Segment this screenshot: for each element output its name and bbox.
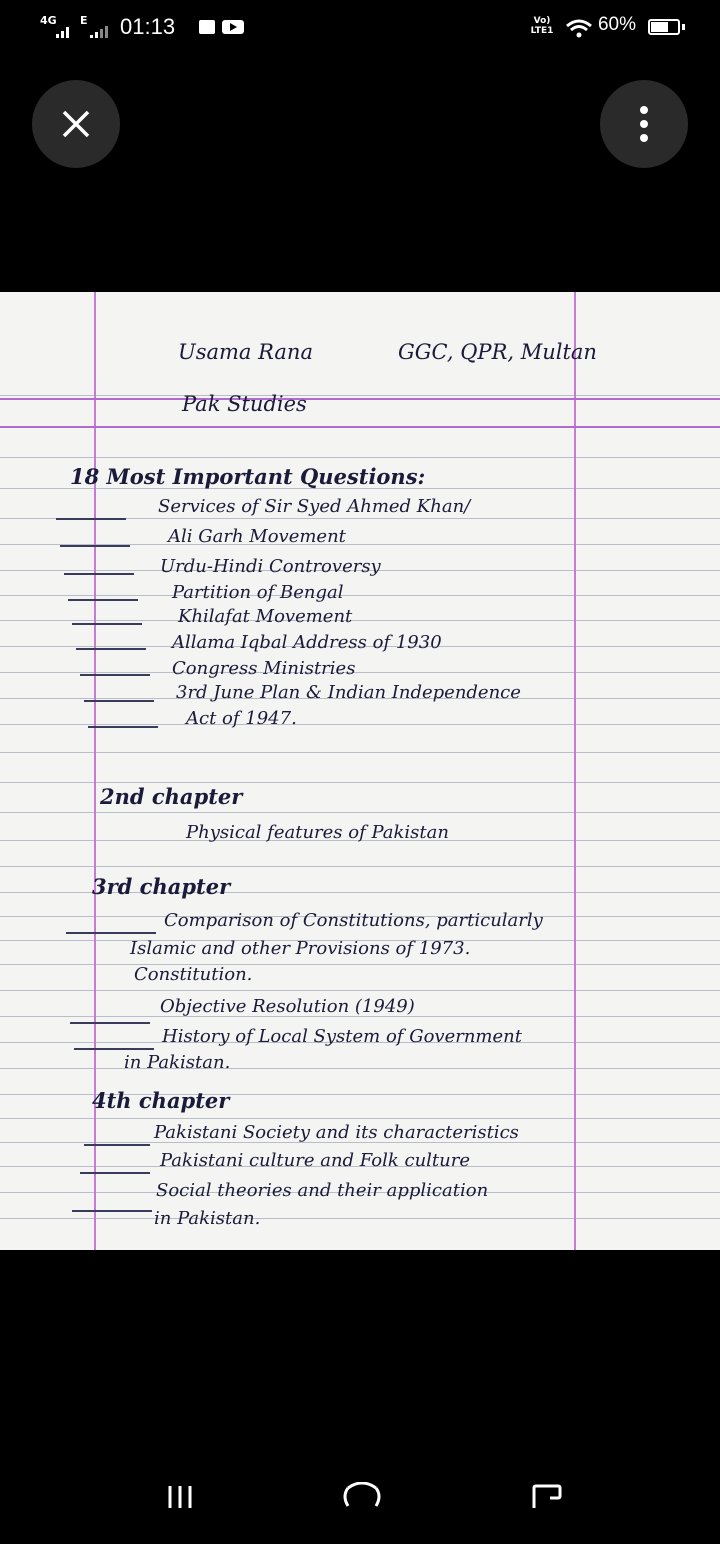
subject-title: Pak Studies <box>182 392 307 416</box>
question-item: Khilafat Movement <box>178 606 353 627</box>
question-item: Social theories and their application <box>156 1180 489 1201</box>
chapter-2-heading: 2nd chapter <box>100 784 243 809</box>
question-item: Pakistani Society and its characteristics <box>154 1122 519 1143</box>
question-item: Comparison of Constitutions, particularly <box>164 910 543 931</box>
battery-icon <box>648 19 680 35</box>
chapter-4-heading: 4th chapter <box>92 1088 230 1113</box>
college-name: GGC, QPR, Multan <box>398 340 597 364</box>
youtube-notification-icon <box>222 20 244 34</box>
recent-apps-button[interactable] <box>122 1444 242 1544</box>
question-item: 3rd June Plan & Indian Independence <box>176 682 521 703</box>
question-item: Constitution. <box>134 964 253 985</box>
signal-strength-icon-2 <box>90 26 112 38</box>
clock: 01:13 <box>120 14 176 39</box>
question-item: in Pakistan. <box>154 1208 261 1229</box>
signal-strength-icon <box>56 26 72 38</box>
question-item: Congress Ministries <box>172 658 356 679</box>
chapter-3-heading: 3rd chapter <box>92 874 231 899</box>
question-item: Objective Resolution (1949) <box>160 996 415 1017</box>
questions-heading: 18 Most Important Questions: <box>70 464 426 489</box>
question-item: Physical features of Pakistan <box>186 822 449 843</box>
question-item: Pakistani culture and Folk culture <box>160 1150 471 1171</box>
more-options-icon <box>640 106 648 114</box>
more-options-button[interactable] <box>600 80 688 168</box>
more-dot <box>640 120 648 128</box>
question-item: in Pakistan. <box>124 1052 231 1073</box>
question-item: Urdu-Hindi Controversy <box>160 556 381 577</box>
question-item: History of Local System of Government <box>162 1026 522 1047</box>
battery-percent: 60% <box>597 14 636 35</box>
home-icon <box>340 1482 384 1512</box>
network-4g-label: 4G <box>40 14 57 27</box>
recent-apps-icon <box>166 1484 194 1510</box>
back-button[interactable] <box>490 1444 610 1544</box>
close-icon <box>61 109 91 139</box>
close-button[interactable] <box>32 80 120 168</box>
battery-nub <box>682 24 685 30</box>
question-item: Islamic and other Provisions of 1973. <box>130 938 471 959</box>
network-e-label: E <box>80 14 88 27</box>
question-item: Act of 1947. <box>186 708 297 729</box>
navigation-bar <box>0 1444 720 1544</box>
back-icon <box>530 1482 564 1512</box>
home-button[interactable] <box>300 1444 420 1544</box>
wifi-icon <box>566 18 592 38</box>
volte-label: Vo) LTE1 <box>530 16 554 36</box>
more-dot <box>640 134 648 142</box>
question-item: Ali Garh Movement <box>168 526 346 547</box>
question-item: Allama Iqbal Address of 1930 <box>172 632 442 653</box>
note-image[interactable] <box>0 292 720 1250</box>
question-item: Partition of Bengal <box>172 582 344 603</box>
author-name: Usama Rana <box>178 340 313 364</box>
question-item: Services of Sir Syed Ahmed Khan/ <box>158 496 471 517</box>
gallery-notification-icon <box>199 20 215 34</box>
status-bar <box>0 0 720 56</box>
